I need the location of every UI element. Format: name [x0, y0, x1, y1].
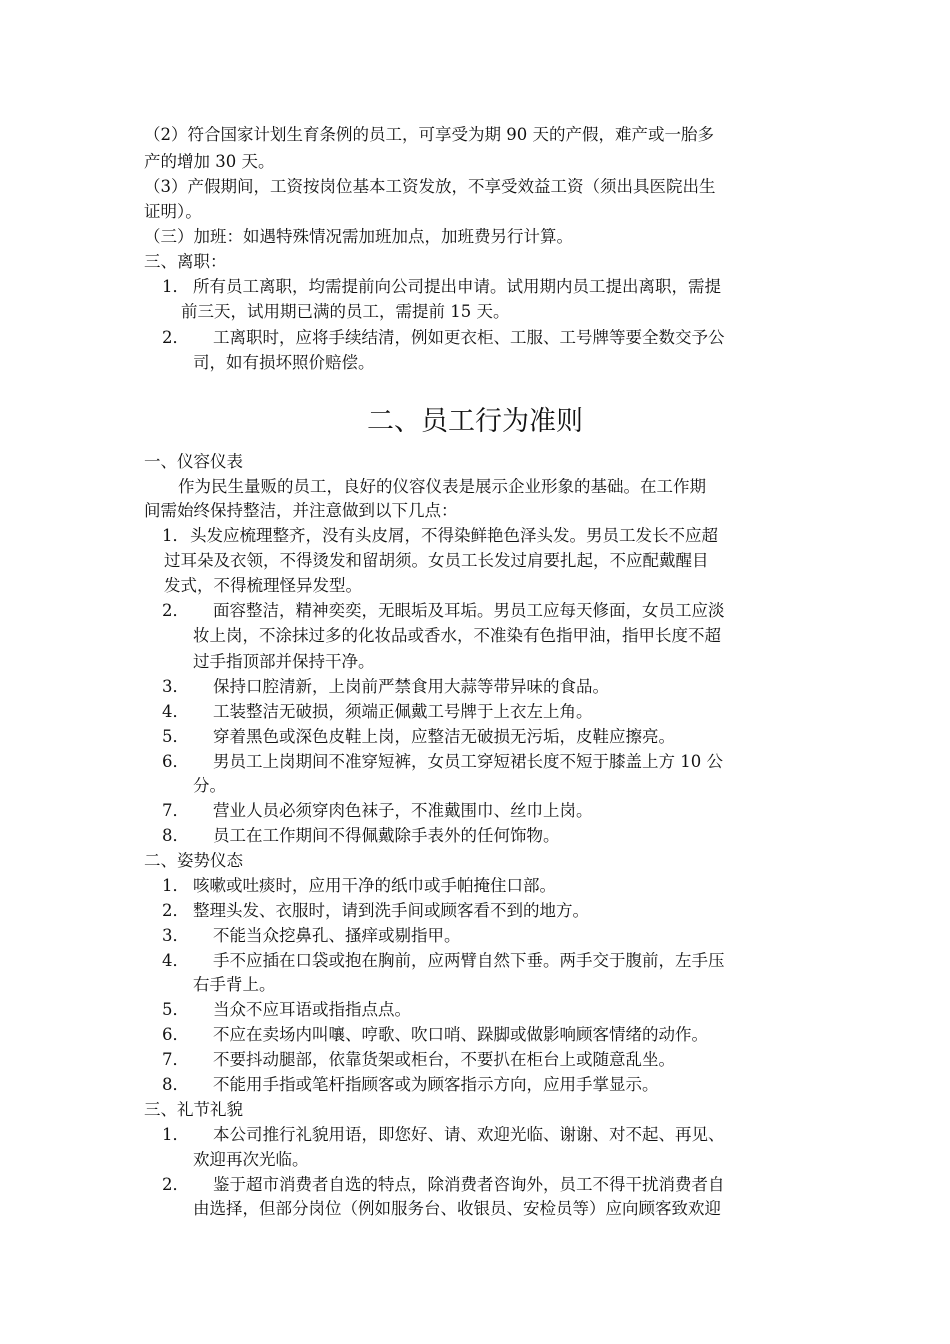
list-number: 6．	[162, 752, 189, 771]
list-number: 1．	[162, 876, 189, 895]
list-number: 2．	[162, 901, 189, 920]
list-number: 5．	[162, 727, 189, 746]
list-number: 3．	[162, 677, 189, 696]
list-number: 6．	[162, 1025, 189, 1044]
list-number: 2．	[162, 601, 189, 620]
list-number: 8．	[162, 826, 189, 845]
list-number: 8．	[162, 1075, 189, 1094]
document-page: （2）符合国家计划生育条例的员工，可享受为期 90 天的产假，难产或一胎多 产的增加 30 天。 （3）产假期间，工资按岗位基本工资发放，不享受效益工资（须出具医院出生 证明）。 （三）加班：如遇特殊情况需加班加点，加班费另行计算。 三、离职： 1． 所有员工离职，均需提前向公司提出申请。试用期内员工提出离职，需提 前三天，试用期已满的员工，需提前 15 天。 2． 工离职时，应将手续结清，例如更衣柜、工服、工号牌等要全数交予公 司，如有损坏照价赔偿。 二、员工行为准则 一、仪容仪表 作为民生量贩的员工，良好的仪容仪表是展示企业形象的基础。在工作期 间需始终保持整洁，并注意做到以下几点： 1． 头发应梳理整齐，没有头皮屑，不得染鲜艳色泽头发。男员工发长不应超 过耳朵及衣领，不得烫发和留胡须。女员工长发过肩要扎起，不应配戴醒目 发式，不得梳理怪异发型。 2． 面容整洁，精神奕奕，无眼垢及耳垢。男员工应每天修面，女员工应淡 妆上岗，不涂抹过多的化妆品或香水，不准染有色指甲油，指甲长度不超 过手指顶部并保持干净。 3． 保持口腔清新，上岗前严禁食用大蒜等带异味的食品。 4． 工装整洁无破损，须端正佩戴工号牌于上衣左上角。 5． 穿着黑色或深色皮鞋上岗，应整洁无破损无污垢，皮鞋应擦亮。 6． 男员工上岗期间不准穿短裤，女员工穿短裙长度不短于膝盖上方 10 公 分。 7． 营业人员必须穿肉色袜子，不准戴围巾、丝巾上岗。 8． 员工在工作期间不得佩戴除手表外的任何饰物。 二、姿势仪态 1． 咳嗽或吐痰时，应用干净的纸巾或手帕掩住口部。 2． 整理头发、衣服时，请到洗手间或顾客看不到的地方。 3． 不能当众挖鼻孔、搔痒或剔指甲。 4． 手不应插在口袋或抱在胸前，应两臂自然下垂。两手交于腹前，左手压 右手背上。 5． 当众不应耳语或指指点点。 6． 不应在卖场内叫嚷、哼歌、吹口哨、跺脚或做影响顾客情绪的动作。 7． 不要抖动腿部，依靠货架或柜台，不要扒在柜台上或随意乱坐。 8． 不能用手指或笔杆指顾客或为顾客指示方向，应用手掌显示。 三、礼节礼貌 1． 本公司推行礼貌用语，即您好、请、欢迎光临、谢谢、对不起、再见、 欢迎再次光临。 2． 鉴于超市消费者自选的特点，除消费者咨询外，员工不得干扰消费者自 由选择，但部分岗位（例如服务台、收银员、安检员等）应向顾客致欢迎	[0, 0, 950, 1344]
list-number: 1．	[162, 526, 189, 545]
list-number: 1．	[162, 277, 189, 296]
list-number: 2．	[162, 1175, 189, 1194]
list-number: 1．	[162, 1125, 189, 1144]
list-number: 2．	[162, 328, 189, 347]
list-number: 7．	[162, 801, 189, 820]
list-number: 4．	[162, 951, 189, 970]
list-number: 3．	[162, 926, 189, 945]
list-number: 4．	[162, 702, 189, 721]
chapter-title: 二、员工行为准则	[367, 406, 583, 437]
list-number: 7．	[162, 1050, 189, 1069]
list-number: 5．	[162, 1000, 189, 1019]
